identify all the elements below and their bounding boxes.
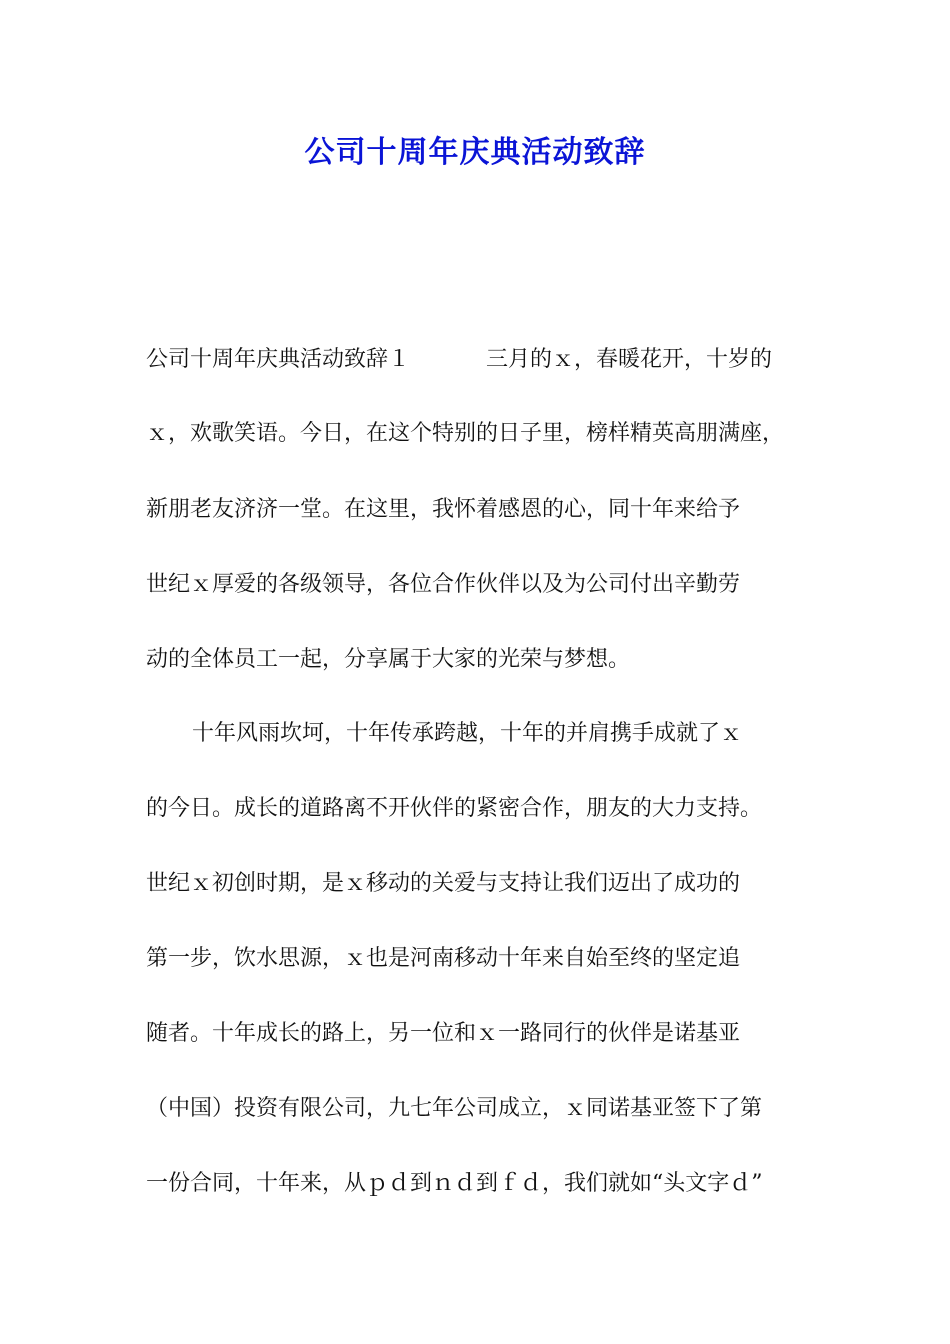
paragraph-line: 的今日。成长的道路离不开伙伴的紧密合作，朋友的大力支持。 xyxy=(146,796,763,821)
paragraph-line: （中国）投资有限公司，九七年公司成立，ｘ同诺基亚签下了第 xyxy=(146,1096,763,1121)
paragraph-line: 随者。十年成长的路上，另一位和ｘ一路同行的伙伴是诺基亚 xyxy=(146,1021,741,1046)
paragraph-line: 动的全体员工一起，分享属于大家的光荣与梦想。 xyxy=(146,647,631,672)
paragraph-line: 十年风雨坎坷，十年传承跨越，十年的并肩携手成就了ｘ xyxy=(192,721,743,746)
document-title: 公司十周年庆典活动致辞 xyxy=(304,135,646,170)
paragraph-line: 新朋老友济济一堂。在这里，我怀着感恩的心，同十年来给予 xyxy=(146,497,741,522)
paragraph-text: 三月的ｘ，春暖花开，十岁的 xyxy=(486,347,773,372)
paragraph-line: 世纪ｘ厚爱的各级领导，各位合作伙伴以及为公司付出辛勤劳 xyxy=(146,572,741,597)
paragraph-line: 一份合同，十年来，从ｐｄ到ｎｄ到ｆｄ，我们就如“头文字ｄ” xyxy=(146,1171,763,1196)
paragraph-line xyxy=(146,340,826,380)
paragraph-line: 第一步，饮水思源，ｘ也是河南移动十年来自始至终的坚定追 xyxy=(146,946,741,971)
section-heading: 公司十周年庆典活动致辞１ xyxy=(146,347,411,372)
paragraph-line: 世纪ｘ初创时期，是ｘ移动的关爱与支持让我们迈出了成功的 xyxy=(146,871,741,896)
paragraph-line: ｘ，欢歌笑语。今日，在这个特别的日子里，榜样精英高朋满座， xyxy=(146,421,785,446)
